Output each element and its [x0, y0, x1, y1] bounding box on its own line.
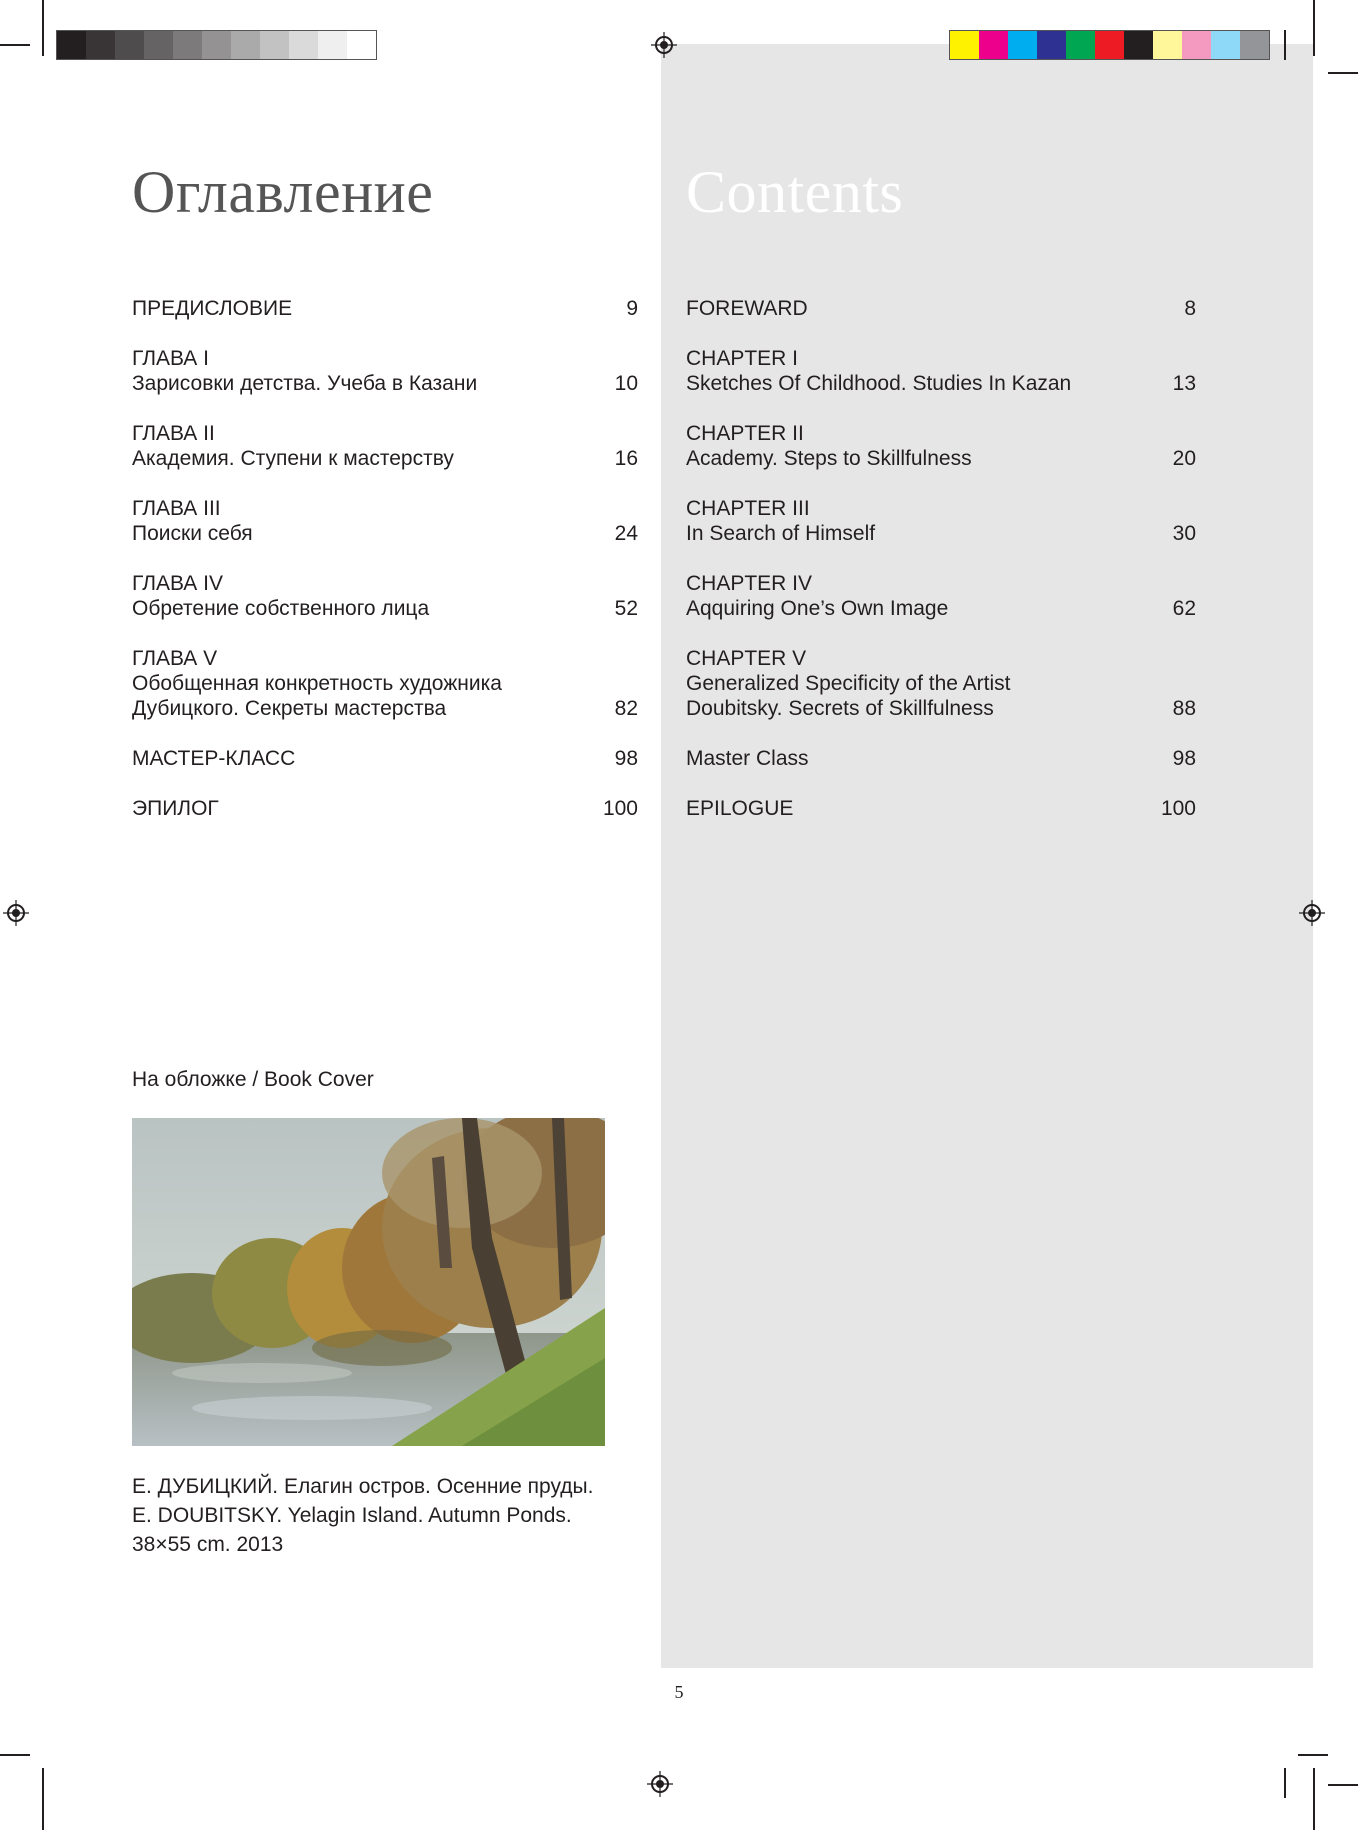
color-swatch [1182, 31, 1211, 59]
toc-entry-title: ЭПИЛОГ [132, 797, 219, 820]
toc-entry-subtitle: Sketches Of Childhood. Studies In Kazan [686, 372, 1072, 395]
toc-entry [132, 296, 638, 321]
toc-page-number: 30 [1172, 522, 1196, 545]
toc-entry-title: CHAPTER III [686, 497, 810, 520]
toc-entry [132, 646, 638, 721]
toc-page-number: 13 [1172, 372, 1196, 395]
toc-page-number: 16 [614, 447, 638, 470]
gray-swatch [260, 31, 289, 59]
toc-entry-subtitle: In Search of Himself [686, 522, 876, 545]
english-column-background [661, 44, 1313, 1668]
toc-page-number: 100 [1160, 797, 1196, 820]
toc-entry-subtitle: Academy. Steps to Skillfulness [686, 447, 972, 470]
crop-mark [1284, 1768, 1286, 1798]
gray-swatch [144, 31, 173, 59]
crop-mark [1328, 1784, 1358, 1786]
crop-mark [0, 44, 30, 46]
gray-swatch [57, 31, 86, 59]
crop-mark [42, 1768, 44, 1830]
toc-entry [686, 296, 1196, 321]
toc-entry-title: ГЛАВА III [132, 497, 221, 520]
page-title-english: Contents [686, 159, 904, 225]
cover-caption [132, 1472, 593, 1559]
gray-swatch [289, 31, 318, 59]
gray-swatch [231, 31, 260, 59]
toc-entry-title: ГЛАВА IV [132, 572, 223, 595]
toc-entry-title: ГЛАВА I [132, 347, 209, 370]
crop-mark [1328, 72, 1358, 74]
grayscale-color-bar [56, 30, 377, 60]
toc-entry-subtitle: Зарисовки детства. Учеба в Казани [132, 372, 478, 395]
registration-mark-icon [647, 1771, 673, 1797]
toc-entry-title: CHAPTER IV [686, 572, 813, 595]
color-swatch [979, 31, 1008, 59]
toc-entry [686, 496, 1196, 546]
table-of-contents-russian [132, 296, 638, 846]
crop-mark [1284, 30, 1286, 60]
toc-entry-title: ГЛАВА II [132, 422, 215, 445]
color-swatch [1008, 31, 1037, 59]
toc-page-number: 20 [1172, 447, 1196, 470]
toc-entry [132, 796, 638, 821]
toc-entry-subtitle: Дубицкого. Секреты мастерства [132, 697, 447, 720]
toc-entry-title: CHAPTER II [686, 422, 804, 445]
color-swatch [1240, 31, 1269, 59]
toc-page-number: 62 [1172, 597, 1196, 620]
color-swatch [950, 31, 979, 59]
color-swatch [1066, 31, 1095, 59]
toc-entry [686, 796, 1196, 821]
caption-line-english: E. DOUBITSKY. Yelagin Island. Autumn Ponds. [132, 1504, 572, 1527]
toc-entry-title: CHAPTER V [686, 647, 807, 670]
toc-entry-subtitle: Aqquiring One’s Own Image [686, 597, 949, 620]
toc-page-number: 82 [614, 697, 638, 720]
toc-entry-title: МАСТЕР-КЛАСС [132, 747, 296, 770]
gray-swatch [347, 31, 376, 59]
registration-mark-icon [3, 900, 29, 926]
color-swatch [1211, 31, 1240, 59]
color-swatch [1037, 31, 1066, 59]
caption-line-russian: Е. ДУБИЦКИЙ. Елагин остров. Осенние пруды. [132, 1475, 594, 1498]
toc-page-number: 98 [614, 747, 638, 770]
toc-entry [132, 496, 638, 546]
toc-page-number: 10 [614, 372, 638, 395]
toc-entry-subtitle: Академия. Ступени к мастерству [132, 447, 454, 470]
toc-entry [686, 746, 1196, 771]
cover-painting-image [132, 1118, 605, 1446]
toc-entry-subtitle: Generalized Specificity of the Artist [686, 672, 1011, 695]
toc-entry-title: Master Class [686, 747, 809, 770]
gray-swatch [173, 31, 202, 59]
toc-entry [686, 571, 1196, 621]
crop-mark [42, 0, 44, 56]
toc-entry [686, 421, 1196, 471]
color-swatch [1124, 31, 1153, 59]
toc-entry [132, 571, 638, 621]
toc-entry-title: EPILOGUE [686, 797, 794, 820]
gray-swatch [115, 31, 144, 59]
crop-mark [1313, 1768, 1315, 1830]
toc-page-number: 98 [1172, 747, 1196, 770]
toc-entry-subtitle: Обобщенная конкретность художника [132, 672, 502, 695]
process-color-bar [949, 30, 1270, 60]
crop-mark [1313, 0, 1315, 56]
toc-page-number: 9 [626, 297, 638, 320]
toc-page-number: 52 [614, 597, 638, 620]
cover-label: На обложке / Book Cover [132, 1068, 374, 1091]
toc-entry-subtitle: Обретение собственного лица [132, 597, 430, 620]
gray-swatch [86, 31, 115, 59]
toc-entry [686, 346, 1196, 396]
toc-entry [132, 421, 638, 471]
toc-entry [132, 746, 638, 771]
toc-entry-title: ПРЕДИСЛОВИЕ [132, 297, 293, 320]
gray-swatch [318, 31, 347, 59]
toc-entry [132, 346, 638, 396]
table-of-contents-english [686, 296, 1196, 846]
crop-mark [0, 1754, 30, 1756]
page-number: 5 [674, 1682, 684, 1702]
caption-line-dimensions: 38×55 cm. 2013 [132, 1533, 284, 1556]
toc-entry-title: ГЛАВА V [132, 647, 218, 670]
toc-entry [686, 646, 1196, 721]
toc-entry-title: FOREWARD [686, 297, 808, 320]
registration-mark-icon [651, 32, 677, 58]
toc-page-number: 100 [602, 797, 638, 820]
color-swatch [1153, 31, 1182, 59]
color-swatch [1095, 31, 1124, 59]
toc-page-number: 88 [1172, 697, 1196, 720]
crop-mark [1298, 1754, 1328, 1756]
gray-swatch [202, 31, 231, 59]
toc-entry-subtitle: Doubitsky. Secrets of Skillfulness [686, 697, 994, 720]
toc-entry-title: CHAPTER I [686, 347, 799, 370]
toc-page-number: 24 [614, 522, 638, 545]
page-title-russian: Оглавление [132, 159, 434, 225]
toc-entry-subtitle: Поиски себя [132, 522, 253, 545]
registration-mark-icon [1299, 900, 1325, 926]
toc-page-number: 8 [1184, 297, 1196, 320]
